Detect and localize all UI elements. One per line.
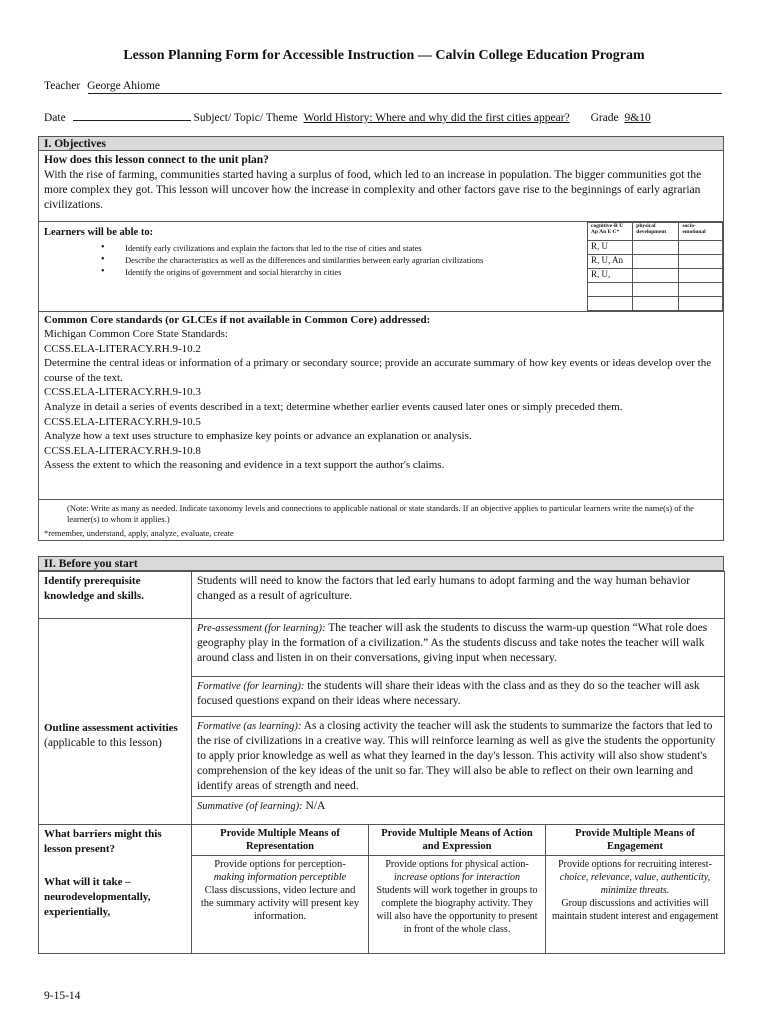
udl-header-action: Provide Multiple Means of Action and Expression <box>369 825 546 856</box>
table-cell <box>633 269 679 283</box>
teacher-value: George Ahiome <box>87 80 161 92</box>
learners-heading: Learners will be able to: <box>44 227 154 238</box>
table-cell <box>633 297 679 311</box>
list-item: • Identify early civilizations and explain the factors that led to the rise of cities and states <box>101 242 483 254</box>
table-cell <box>588 283 633 297</box>
domain-table <box>587 222 723 311</box>
udl-action-guideline: increase options for interaction <box>393 872 520 883</box>
unit-connection <box>39 153 723 213</box>
table-cell: R, U, An <box>588 255 633 269</box>
table-row <box>588 255 723 269</box>
taxonomy-footnote: *remember, understand, apply, analyze, evaluate, create <box>44 528 234 538</box>
udl-action-cell <box>369 856 546 954</box>
standard-code: CCSS.ELA-LITERACY.RH.9-10.5 <box>44 415 201 428</box>
barriers-label: What barriers might this lesson present? <box>44 828 162 855</box>
prereq-text: Students will need to know the factors that led early humans to adopt farming and the way human behavior changed as a result of agriculture. <box>192 572 725 619</box>
standard-text: Assess the extent to which the reasoning and evidence in a text support the author's claims. <box>44 459 445 472</box>
formative-for-text: the students will share their ideas with the class and as they do so the teacher will ask focused questions expand on their ideas where necessary. <box>197 680 700 707</box>
list-item: • Describe the characteristics as well as the differences and similarities between early agrarian civilizations <box>101 254 483 266</box>
table-cell: R, U, <box>588 269 633 283</box>
objectives-note: (Note: Write as many as needed. Indicate taxonomy levels and connections to applicable national or state standards. If an objective applies to particular learners write the name(s) of the learner(s) to whom it applies.) <box>67 503 694 524</box>
assessment-label: Outline assessment activities <box>44 721 178 734</box>
common-core-heading: Common Core standards (or GLCEs if not available in Common Core) addressed: <box>44 314 431 326</box>
udl-engage-plan: Group discussions and activities will maintain student interest and engagement <box>551 898 719 922</box>
table-cell <box>679 241 723 255</box>
table-row <box>39 825 725 856</box>
standard-text: Analyze in detail a series of events described in a text; determine whether earlier events caused later ones or simply preceded them. <box>44 400 623 413</box>
summative-cell <box>192 797 725 825</box>
formative-as-label: Formative (as learning): <box>197 721 302 732</box>
formative-for-label: Formative (for learning): <box>197 681 305 692</box>
summative-label: Summative (of learning): <box>197 801 303 812</box>
table-row <box>588 269 723 283</box>
table-cell <box>679 297 723 311</box>
divider <box>39 311 723 312</box>
standard-code: CCSS.ELA-LITERACY.RH.9-10.2 <box>44 342 201 355</box>
udl-rep-guideline: making information perceptible <box>213 872 347 883</box>
table-cell: R, U <box>588 241 633 255</box>
formative-as-text: As a closing activity the teacher will ask the students to summarize the factors that led to the rise of civilizations in a creative way. This will reinforce learning as well as give the students the opportunity to apply prior knowledge as well as what they learned in the day's lesson. This activity will also show student's comprehension of the key ideas of the unit so far. They will also be able to reflect on their own learning and identify areas of strength and need. <box>197 720 716 792</box>
teacher-underline <box>88 93 722 94</box>
teacher-label: Teacher <box>44 80 81 92</box>
udl-header-representation: Provide Multiple Means of Representation <box>192 825 369 856</box>
udl-header-engagement: Provide Multiple Means of Engagement <box>546 825 725 856</box>
table-cell <box>588 297 633 311</box>
date-row <box>44 110 651 124</box>
footer-date: 9-15-14 <box>44 990 81 1002</box>
objectives-heading: I. Objectives <box>39 137 723 151</box>
table-row <box>588 283 723 297</box>
teacher-row <box>44 80 160 92</box>
table-cell <box>633 241 679 255</box>
table-cell <box>633 283 679 297</box>
table-row <box>588 297 723 311</box>
learner-objectives-list <box>101 242 483 278</box>
list-item: • Identify the origins of government and social hierarchy in cities <box>101 266 483 278</box>
standard-line: Michigan Common Core State Standards: <box>44 328 228 340</box>
table-cell <box>633 255 679 269</box>
pre-assessment-label: Pre-assessment (for learning): <box>197 623 326 634</box>
domain-header-cognitive: cognitive-R U Ap An E C* <box>588 223 633 241</box>
prereq-label: Identify prerequisite knowledge and skills. <box>39 572 192 619</box>
assessment-label-cell <box>39 619 192 825</box>
unit-connection-question: How does this lesson connect to the unit plan? <box>44 154 269 166</box>
udl-representation-cell <box>192 856 369 954</box>
common-core-standards <box>44 327 720 473</box>
before-table <box>38 571 725 954</box>
udl-action-option: Provide options for physical action- <box>385 859 529 870</box>
domain-header-physical: physical development <box>633 223 679 241</box>
unit-connection-text: With the rise of farming, communities started having a surplus of food, which led to an increase in population. The bigger communities got the more complex they got. This lesson will uncover how the increase in complexity and other factors gave rise to the beginnings of early agrarian civilizations. <box>44 169 702 211</box>
table-row <box>39 619 725 677</box>
formative-as-cell <box>192 717 725 797</box>
udl-rep-option: Provide options for perception- <box>214 859 346 870</box>
table-row <box>39 572 725 619</box>
divider <box>39 499 723 500</box>
what-it-takes-label: What will it take – neurodevelopmentally, experientially, <box>44 876 151 918</box>
table-cell <box>679 255 723 269</box>
formative-for-cell <box>192 677 725 717</box>
grade-value: 9&10 <box>624 112 651 124</box>
subject-label: Subject/ Topic/ Theme <box>193 112 298 124</box>
standard-code: CCSS.ELA-LITERACY.RH.9-10.3 <box>44 386 201 399</box>
subject-value: World History: Where and why did the first cities appear? <box>303 112 570 124</box>
standard-text: Determine the central ideas or information of a primary or secondary source; provide an accurate summary of how key events or ideas develop over the course of the text. <box>44 357 712 384</box>
pre-assessment-cell <box>192 619 725 677</box>
date-label: Date <box>44 112 66 124</box>
table-row <box>588 241 723 255</box>
standard-text: Analyze how a text uses structure to emphasize key points or advance an explanation or analysis. <box>44 430 472 443</box>
before-heading: II. Before you start <box>39 557 723 571</box>
pre-assessment-text: The teacher will ask the students to discuss the warm-up question “What role does geography play in the formation of a civilization.” As the students discuss and take notes the teacher will walk around class and listen in on their conversations, giving input when necessary. <box>197 622 708 664</box>
grade-label: Grade <box>590 112 619 124</box>
date-field <box>73 110 191 121</box>
table-cell <box>679 269 723 283</box>
udl-engage-option: Provide options for recruiting interest- <box>558 859 712 870</box>
domain-header-socio: socio-emotional <box>679 223 723 241</box>
objectives-section <box>38 136 724 541</box>
table-cell <box>679 283 723 297</box>
barriers-cell <box>39 825 192 954</box>
page-title: Lesson Planning Form for Accessible Instruction — Calvin College Education Program <box>123 48 645 63</box>
summative-text: N/A <box>305 800 326 812</box>
udl-engage-guideline: choice, relevance, value, authenticity, minimize threats. <box>559 872 711 896</box>
standard-code: CCSS.ELA-LITERACY.RH.9-10.8 <box>44 444 201 457</box>
domain-header-row <box>588 223 723 241</box>
udl-engagement-cell <box>546 856 725 954</box>
udl-action-plan: Students will work together in groups to complete the biography activity. They will also have the opportunity to present in front of the whole class. <box>376 885 538 935</box>
assessment-sub-label: (applicable to this lesson) <box>44 736 162 749</box>
before-section-header <box>38 556 724 572</box>
udl-rep-plan: Class discussions, video lecture and the summary activity will present key information. <box>200 885 360 922</box>
